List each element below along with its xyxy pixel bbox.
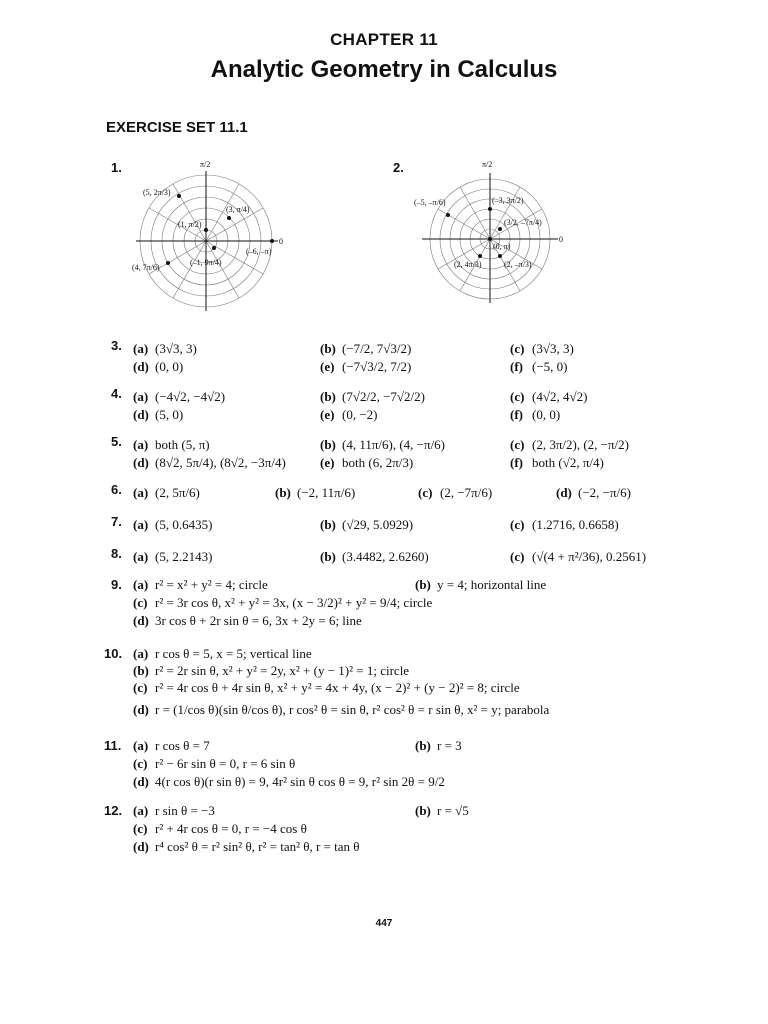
answer-line xyxy=(133,839,360,855)
answer-text: r² = 4r cos θ + 4r sin θ, x² + y² = 4x + 4y, (x − 2)² + (y − 2)² = 8; circle xyxy=(155,680,520,695)
answer-label: (a) xyxy=(133,341,149,356)
answer-label: (c) xyxy=(133,595,148,610)
answer-item xyxy=(320,546,429,565)
answer-text: (2, 3π/2), (2, −π/2) xyxy=(532,437,629,452)
answer-label: (d) xyxy=(133,774,149,789)
answer-item xyxy=(510,404,560,423)
problem-number: 2. xyxy=(393,160,404,175)
answer-label: (c) xyxy=(133,680,148,695)
point-label: (2, –π/3) xyxy=(504,260,532,269)
answer-line xyxy=(133,595,432,611)
answer-item xyxy=(133,338,197,357)
problem-number: 9. xyxy=(111,577,122,592)
answer-item xyxy=(133,356,183,375)
answer-item xyxy=(510,356,568,375)
answer-line xyxy=(133,680,520,696)
point-label: (5, 2π/3) xyxy=(143,188,171,197)
point-label: (1, π/2) xyxy=(178,220,202,229)
answer-item xyxy=(510,338,574,357)
problem-number: 1. xyxy=(111,160,122,175)
answer-label: (e) xyxy=(320,359,335,374)
answer-label: (a) xyxy=(133,738,149,753)
answer-text: (−2, 11π/6) xyxy=(297,485,356,500)
answer-label: (b) xyxy=(320,341,336,356)
answer-label: (c) xyxy=(510,341,525,356)
answer-text: (√29, 5.0929) xyxy=(342,517,414,532)
problem-number: 12. xyxy=(104,803,123,818)
answer-text: r² = 2r sin θ, x² + y² = 2y, x² + (y − 1)² = 1; circle xyxy=(155,663,410,678)
problem-number: 4. xyxy=(111,386,122,401)
answer-text: (3.4482, 2.6260) xyxy=(342,549,429,564)
answer-label: (a) xyxy=(133,437,149,452)
problem-number: 11. xyxy=(104,738,122,753)
answer-label: (d) xyxy=(133,839,149,854)
answer-label: (c) xyxy=(510,517,525,532)
answer-line xyxy=(133,613,362,629)
answer-label: (f) xyxy=(510,455,523,470)
answer-label: (d) xyxy=(133,702,149,717)
answer-label: (b) xyxy=(320,437,336,452)
answer-line xyxy=(133,803,215,819)
answer-text: r² + 4r cos θ = 0, r = −4 cos θ xyxy=(155,821,307,836)
answer-label: (b) xyxy=(320,549,336,564)
answer-text: r cos θ = 5, x = 5; vertical line xyxy=(155,646,312,661)
answer-label: (a) xyxy=(133,389,149,404)
problem-number: 5. xyxy=(111,434,122,449)
answer-item xyxy=(133,434,210,453)
answer-text: y = 4; horizontal line xyxy=(437,577,547,592)
answer-line xyxy=(133,774,445,790)
answer-text: (0, 0) xyxy=(532,407,561,422)
answer-text: (−7√3/2, 7/2) xyxy=(342,359,412,374)
answer-label: (b) xyxy=(133,663,149,678)
answer-item xyxy=(133,546,212,565)
answer-item xyxy=(418,482,492,501)
answer-text: (1.2716, 0.6658) xyxy=(532,517,619,532)
answer-text: (−7/2, 7√3/2) xyxy=(342,341,412,356)
answer-text: r = √5 xyxy=(437,803,469,818)
answer-label: (c) xyxy=(133,756,148,771)
answer-text: (5, 2.2143) xyxy=(155,549,213,564)
answer-item xyxy=(510,546,646,565)
answer-text: (√(4 + π²/36), 0.2561) xyxy=(532,549,647,564)
answer-text: (2, −7π/6) xyxy=(440,485,493,500)
answer-item xyxy=(275,482,355,501)
answer-line xyxy=(133,663,409,679)
answer-item xyxy=(510,386,587,405)
answer-text: (3√3, 3) xyxy=(155,341,197,356)
answer-line xyxy=(415,577,546,593)
answer-text: r² = x² + y² = 4; circle xyxy=(155,577,268,592)
answer-item xyxy=(320,404,378,423)
answer-label: (e) xyxy=(320,455,335,470)
problem-number: 10. xyxy=(104,646,123,661)
answer-item xyxy=(133,514,212,533)
answer-item xyxy=(133,452,286,471)
answer-line xyxy=(415,803,469,819)
answer-line xyxy=(133,738,210,754)
chapter-title: Analytic Geometry in Calculus xyxy=(210,56,558,83)
answer-text: (0, 0) xyxy=(155,359,184,374)
problem-number: 8. xyxy=(111,546,122,561)
chapter-heading: CHAPTER 11 xyxy=(330,30,438,49)
answer-line xyxy=(133,821,307,837)
answer-label: (d) xyxy=(133,455,149,470)
answer-item xyxy=(133,404,183,423)
answer-line xyxy=(415,738,462,754)
answer-item xyxy=(320,356,411,375)
answer-label: (e) xyxy=(320,407,335,422)
answer-item xyxy=(510,452,604,471)
answer-label: (d) xyxy=(133,613,149,628)
point-label: (3/2, –7π/4) xyxy=(504,218,542,227)
axis-label-top: π/2 xyxy=(200,160,211,169)
answer-item xyxy=(510,434,629,453)
answer-label: (f) xyxy=(510,359,523,374)
answer-text: r = 3 xyxy=(437,738,462,753)
point-label: (3, π/4) xyxy=(226,205,250,214)
answer-item xyxy=(320,386,425,405)
answer-text: (4√2, 4√2) xyxy=(532,389,588,404)
answer-line xyxy=(133,756,295,772)
answer-line xyxy=(133,702,549,718)
answer-text: r² − 6r sin θ = 0, r = 6 sin θ xyxy=(155,756,296,771)
point-label: (–6, –π) xyxy=(246,247,272,256)
point-label: (–5, –π/6) xyxy=(414,198,446,207)
answer-line xyxy=(133,577,268,593)
answer-text: (8√2, 5π/4), (8√2, −3π/4) xyxy=(155,455,286,470)
exercise-set-heading: EXERCISE SET 11.1 xyxy=(106,119,248,136)
answer-label: (b) xyxy=(320,389,336,404)
answer-item xyxy=(320,434,445,453)
answer-text: r² = 3r cos θ, x² + y² = 3x, (x − 3/2)² + y² = 9/4; circle xyxy=(155,595,433,610)
answer-label: (c) xyxy=(510,389,525,404)
answer-item xyxy=(320,338,411,357)
answer-text: 3r cos θ + 2r sin θ = 6, 3x + 2y = 6; line xyxy=(155,613,362,628)
answer-label: (a) xyxy=(133,549,149,564)
answer-label: (c) xyxy=(510,437,525,452)
problem-number: 7. xyxy=(111,514,122,529)
answer-label: (b) xyxy=(320,517,336,532)
answer-label: (c) xyxy=(510,549,525,564)
answer-item xyxy=(510,514,619,533)
answer-text: (0, −2) xyxy=(342,407,378,422)
answer-text: (−2, −π/6) xyxy=(578,485,631,500)
point-label: (4, 7π/6) xyxy=(132,263,160,272)
answer-text: (5, 0) xyxy=(155,407,184,422)
answer-text: (2, 5π/6) xyxy=(155,485,200,500)
point-label: (0, π) xyxy=(493,242,511,251)
answer-label: (b) xyxy=(415,738,431,753)
answer-label: (a) xyxy=(133,485,149,500)
page-number: 447 xyxy=(375,918,393,929)
answer-label: (d) xyxy=(556,485,572,500)
problem-number: 6. xyxy=(111,482,122,497)
answer-text: r = (1/cos θ)(sin θ/cos θ), r cos² θ = sin θ, r² cos² θ = r sin θ, x² = y; parabola xyxy=(155,702,550,717)
polar-plot-2 xyxy=(408,155,568,305)
answer-item xyxy=(133,386,225,405)
answer-label: (a) xyxy=(133,803,149,818)
answer-text: (4, 11π/6), (4, −π/6) xyxy=(342,437,446,452)
answer-label: (d) xyxy=(133,359,149,374)
answer-text: (7√2/2, −7√2/2) xyxy=(342,389,425,404)
answer-text: r cos θ = 7 xyxy=(155,738,210,753)
answer-item xyxy=(320,514,413,533)
problem-number: 3. xyxy=(111,338,122,353)
answer-label: (b) xyxy=(275,485,291,500)
answer-item xyxy=(133,482,200,501)
point-label: (2, 4π/3) xyxy=(454,260,482,269)
answer-text: r sin θ = −3 xyxy=(155,803,215,818)
answer-text: r⁴ cos² θ = r² sin² θ, r² = tan² θ, r = tan θ xyxy=(155,839,360,854)
answer-label: (b) xyxy=(415,803,431,818)
axis-label-top: π/2 xyxy=(482,160,493,169)
answer-item xyxy=(320,452,413,471)
answer-text: (3√3, 3) xyxy=(532,341,574,356)
point-label: (–1, 9π/4) xyxy=(190,258,222,267)
answer-label: (a) xyxy=(133,517,149,532)
axis-label-right: 0 xyxy=(559,235,563,244)
answer-label: (a) xyxy=(133,646,149,661)
answer-item xyxy=(556,482,631,501)
polar-plot-1 xyxy=(128,155,296,315)
answer-text: both (6, 2π/3) xyxy=(342,455,414,470)
axis-label-right: 0 xyxy=(279,237,283,246)
answer-text: (−4√2, −4√2) xyxy=(155,389,226,404)
answer-text: both (√2, π/4) xyxy=(532,455,604,470)
answer-label: (b) xyxy=(415,577,431,592)
answer-text: (5, 0.6435) xyxy=(155,517,213,532)
answer-text: 4(r cos θ)(r sin θ) = 9, 4r² sin θ cos θ = 9, r² sin 2θ = 9/2 xyxy=(155,774,445,789)
answer-label: (d) xyxy=(133,407,149,422)
answer-text: both (5, π) xyxy=(155,437,210,452)
answer-label: (a) xyxy=(133,577,149,592)
answer-line xyxy=(133,646,312,662)
answer-label: (c) xyxy=(418,485,433,500)
answer-label: (f) xyxy=(510,407,523,422)
point-label: (–3, 3π/2) xyxy=(492,196,524,205)
answer-label: (c) xyxy=(133,821,148,836)
answer-text: (−5, 0) xyxy=(532,359,568,374)
